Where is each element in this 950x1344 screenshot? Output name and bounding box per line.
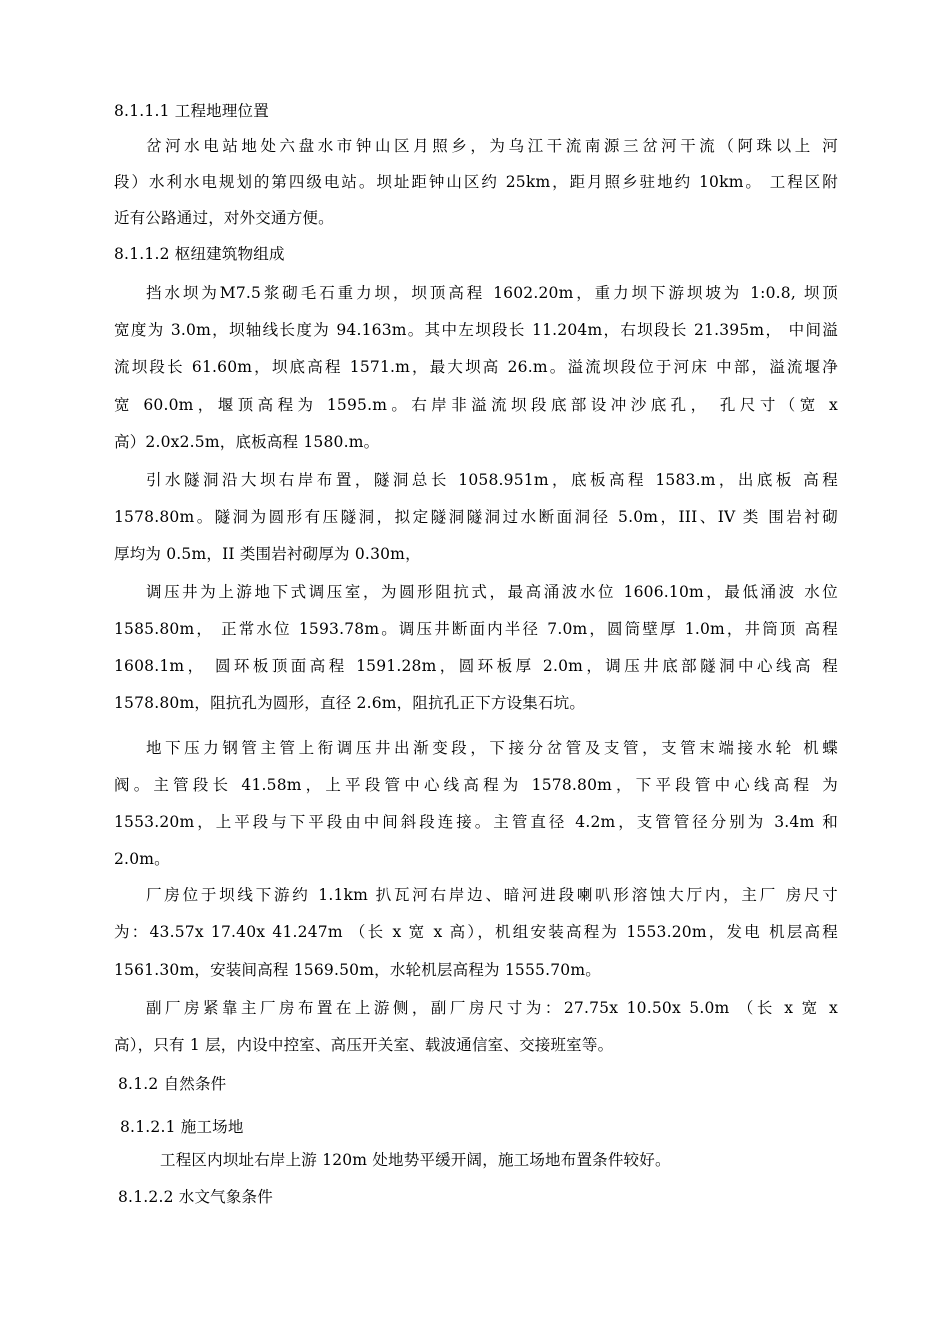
paragraph-line: 引水隧洞沿大坝右岸布置，隧洞总长 1058.951m，底板高程 1583.m，出底板 高程 xyxy=(146,471,838,489)
paragraph-line: 为：43.57x 17.40x 41.247m （长 x 宽 x 高），机组安装高程为 1553.20m，发电 机层高程 xyxy=(114,923,838,941)
section-heading-8-1-1-2: 8.1.1.2 枢纽建筑物组成 xyxy=(114,245,285,263)
section-heading-8-1-2-1: 8.1.2.1 施工场地 xyxy=(120,1118,244,1136)
paragraph-line: 近有公路通过，对外交通方便。 xyxy=(114,209,334,227)
paragraph-line: 1561.30m，安装间高程 1569.50m，水轮机层高程为 1555.70m。 xyxy=(114,961,601,979)
paragraph-line: 副厂房紧靠主厂房布置在上游侧，副厂房尺寸为：27.75x 10.50x 5.0m （长 x 宽 x xyxy=(146,999,838,1017)
section-heading-8-1-2-2: 8.1.2.2 水文气象条件 xyxy=(118,1188,273,1206)
paragraph-line: 1578.80m。隧洞为圆形有压隧洞，拟定隧洞隧洞过水断面洞径 5.0m，III、IV 类 围岩衬砌 xyxy=(114,508,838,526)
paragraph-line: 宽 60.0m，堰顶高程为 1595.m。右岸非溢流坝段底部设冲沙底孔， 孔尺寸（宽 x xyxy=(114,396,838,414)
paragraph-line: 段）水利水电规划的第四级电站。坝址距钟山区约 25km，距月照乡驻地约 10km。 工程区附 xyxy=(114,173,838,191)
paragraph-line: 阀。主管段长 41.58m，上平段管中心线高程为 1578.80m，下平段管中心线高程 为 xyxy=(114,776,838,794)
paragraph-line: 厚均为 0.5m，II 类围岩衬砌厚为 0.30m， xyxy=(114,545,421,563)
paragraph-line: 宽度为 3.0m，坝轴线长度为 94.163m。其中左坝段长 11.204m，右坝段长 21.395m， 中间溢 xyxy=(114,321,838,339)
paragraph-line: 高）2.0x2.5m，底板高程 1580.m。 xyxy=(114,433,380,451)
paragraph-line: 流坝段长 61.60m，坝底高程 1571.m，最大坝高 26.m。溢流坝段位于河床 中部，溢流堰净 xyxy=(114,358,838,376)
paragraph-line: 高），只有 1 层，内设中控室、高压开关室、载波通信室、交接班室等。 xyxy=(114,1036,614,1054)
section-heading-8-1-1-1: 8.1.1.1 工程地理位置 xyxy=(114,102,269,120)
paragraph-line: 地下压力钢管主管上衔调压井出渐变段，下接分岔管及支管，支管末端接水轮 机蝶 xyxy=(146,739,838,757)
paragraph-line: 1608.1m， 圆环板顶面高程 1591.28m，圆环板厚 2.0m，调压井底部隧洞中心线高 程 xyxy=(114,657,838,675)
paragraph-line: 1578.80m，阻抗孔为圆形，直径 2.6m，阻抗孔正下方设集石坑。 xyxy=(114,694,586,712)
section-heading-8-1-2: 8.1.2 自然条件 xyxy=(118,1075,227,1093)
paragraph-line: 调压井为上游地下式调压室，为圆形阻抗式，最高涌波水位 1606.10m，最低涌波 水位 xyxy=(146,583,838,601)
paragraph-line: 工程区内坝址右岸上游 120m 处地势平缓开阔，施工场地布置条件较好。 xyxy=(160,1151,671,1169)
paragraph-line: 1585.80m， 正常水位 1593.78m。调压井断面内半径 7.0m，圆筒壁厚 1.0m，井筒顶 高程 xyxy=(114,620,838,638)
paragraph-line: 岔河水电站地处六盘水市钟山区月照乡，为乌江干流南源三岔河干流（阿珠以上 河 xyxy=(146,137,838,155)
paragraph-line: 挡水坝为M7.5浆砌毛石重力坝，坝顶高程 1602.20m，重力坝下游坝坡为 1:0.8, 坝顶 xyxy=(146,284,838,302)
paragraph-line: 厂房位于坝线下游约 1.1km 扒瓦河右岸边、暗河进段喇叭形溶蚀大厅内，主厂 房尺寸 xyxy=(146,886,838,904)
paragraph-line: 2.0m。 xyxy=(114,850,170,868)
paragraph-line: 1553.20m，上平段与下平段由中间斜段连接。主管直径 4.2m，支管管径分别为 3.4m 和 xyxy=(114,813,838,831)
